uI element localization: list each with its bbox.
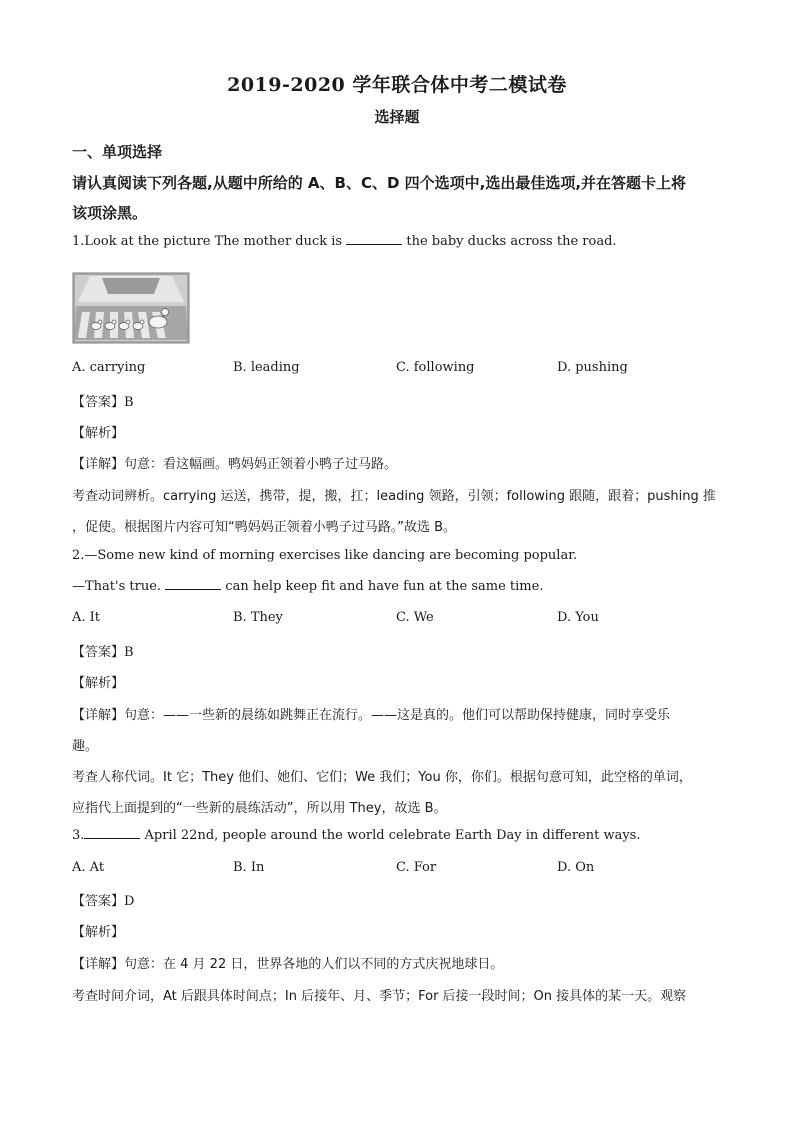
- q2-stem-line-1: 2.—Some new kind of morning exercises like dancing are becoming popular.: [72, 548, 578, 563]
- section-heading: 一、单项选择: [72, 143, 163, 161]
- q2-option-a: A. It: [72, 610, 101, 625]
- instruction-line-2: 该项涂黑。: [72, 204, 148, 222]
- page-subtitle: 选择题: [374, 108, 420, 126]
- q2-explain-line-1: 考查人称代词。It 它；They 他们、她们、它们；We 我们；You 你，你们。根据句意可知，此空格的单词，: [72, 770, 692, 785]
- q3-blank: [84, 828, 140, 839]
- q1-explain-line-2: ，促使。根据图片内容可知“鸭妈妈正领着小鸭子过马路。”故选 B。: [72, 520, 457, 535]
- q1-answer: 【答案】B: [72, 395, 134, 410]
- q3-option-c: C. For: [396, 860, 437, 875]
- q1-option-c: C. following: [396, 360, 475, 375]
- q3-option-b: B. In: [233, 860, 265, 875]
- q2-detail-line-1: 【详解】句意：——一些新的晨练如跳舞正在流行。——这是真的。他们可以帮助保持健康，同时享受乐: [72, 708, 671, 723]
- q1-analysis-label: 【解析】: [72, 426, 125, 441]
- duck-crossing-picture: [72, 272, 190, 344]
- q3-answer: 【答案】D: [72, 894, 135, 909]
- q1-option-d: D. pushing: [557, 360, 628, 375]
- q2-stem-line-2: —That's true. can help keep fit and have fun at the same time.: [72, 579, 544, 594]
- q2-option-b: B. They: [233, 610, 283, 625]
- q3-explain-line-1: 考查时间介词，At 后跟具体时间点；In 后接年、月、季节；For 后接一段时间；On 接具体的某一天。观察: [72, 989, 687, 1004]
- q3-stem: 3. April 22nd, people around the world celebrate Earth Day in different ways.: [72, 828, 641, 843]
- page-title: 2019-2020 学年联合体中考二模试卷: [227, 74, 567, 96]
- q1-option-a: A. carrying: [72, 360, 146, 375]
- q1-detail: 【详解】句意：看这幅画。鸭妈妈正领着小鸭子过马路。: [72, 457, 398, 472]
- q2-blank: [165, 579, 221, 590]
- q2-option-c: C. We: [396, 610, 434, 625]
- q2-answer: 【答案】B: [72, 645, 134, 660]
- q2-explain-line-2: 应指代上面提到的“一些新的晨练活动”，所以用 They，故选 B。: [72, 801, 447, 816]
- q1-option-b: B. leading: [233, 360, 300, 375]
- q3-option-d: D. On: [557, 860, 595, 875]
- q2-detail-line-2: 趣。: [72, 739, 99, 754]
- q3-analysis-label: 【解析】: [72, 925, 125, 940]
- q2-analysis-label: 【解析】: [72, 676, 125, 691]
- q1-explain-line-1: 考查动词辨析。carrying 运送，携带，提，搬，扛；leading 领路，引领；following 跟随，跟着；pushing 推: [72, 489, 716, 504]
- q3-option-a: A. At: [72, 860, 105, 875]
- q2-option-d: D. You: [557, 610, 599, 625]
- q3-detail: 【详解】句意：在 4 月 22 日，世界各地的人们以不同的方式庆祝地球日。: [72, 957, 504, 972]
- instruction-line-1: 请认真阅读下列各题,从题中所给的 A、B、C、D 四个选项中,选出最佳选项,并在答题卡上将: [72, 174, 687, 192]
- q1-stem: 1.Look at the picture The mother duck is the baby ducks across the road.: [72, 234, 617, 249]
- q1-blank: [346, 234, 402, 245]
